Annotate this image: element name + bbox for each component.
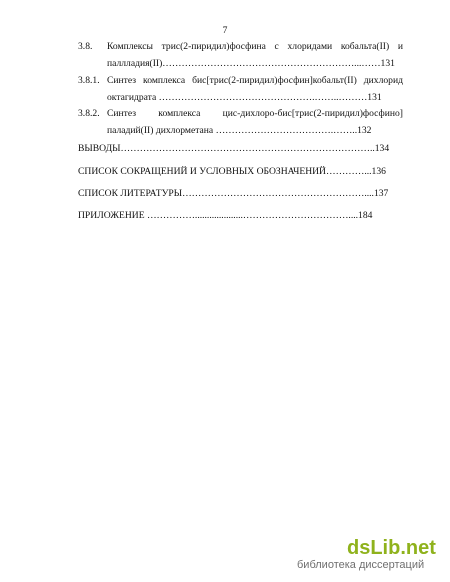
toc-entry-line: паладий(II) дихлорметана ……………………………….……..132 xyxy=(107,125,372,136)
toc-entry-number: 3.8.1. xyxy=(78,75,100,86)
watermark-caption: библиотека диссертаций xyxy=(297,559,425,571)
toc-entry-line: Комплексы трис(2-пиридил)фосфина с хлоридами кобальта(II) и xyxy=(107,41,403,52)
toc-entry-line: Синтез комплекса цис-дихлоро-бис[трис(2-пиридил)фосфино] xyxy=(107,108,403,119)
toc-section: ПРИЛОЖЕНИЕ ……………....................……………………………....184 xyxy=(78,210,373,221)
toc-section: СПИСОК СОКРАЩЕНИЙ И УСЛОВНЫХ ОБОЗНАЧЕНИЙ…………...136 xyxy=(78,166,386,177)
toc-entry-number: 3.8. xyxy=(78,41,93,52)
toc-entry-line: октагидрата ………………………………………….……..………131 xyxy=(107,92,382,103)
watermark-logo: dsLib.net xyxy=(347,537,436,559)
page-number: 7 xyxy=(222,25,228,36)
toc-section: СПИСОК ЛИТЕРАТУРЫ…………………………………………………....137 xyxy=(78,188,389,199)
toc-entry-number: 3.8.2. xyxy=(78,108,100,119)
toc-entry-line: Синтез комплекса бис[трис(2-пиридил)фосфин]кобальт(II) дихлорид xyxy=(107,75,403,86)
toc-entry xyxy=(78,75,403,107)
toc-section: ВЫВОДЫ……………………………………………………………………..134 xyxy=(78,143,390,154)
toc-entry-line: паллладия(II)……………………………………………………...……131 xyxy=(107,58,395,69)
toc-entry xyxy=(78,108,403,140)
toc-entry xyxy=(78,41,403,73)
